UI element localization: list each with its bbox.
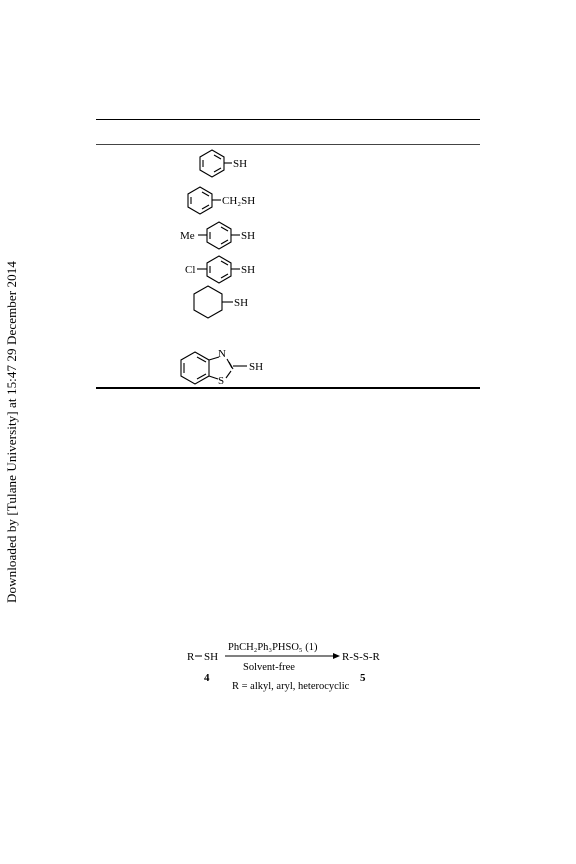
download-watermark: Downloaded by [Tulane University] at 15:47 29 December 2014 [4, 261, 19, 603]
scheme-reactant-group: SH [204, 651, 219, 663]
row5-substituent: SH [234, 297, 249, 309]
row6-heteroatom-s: S [218, 375, 225, 387]
row3-prefix: Me [180, 230, 195, 242]
structure-thiophenol [200, 150, 232, 177]
row4-prefix: Cl [185, 264, 196, 276]
row1-substituent: SH [233, 158, 248, 170]
scheme-product-number: 5 [360, 672, 366, 684]
row3-substituent: SH [241, 230, 256, 242]
scheme-note: R = alkyl, aryl, heterocyclic [232, 681, 350, 692]
scheme-arrow-head [333, 653, 340, 659]
scheme-reactant-number: 4 [204, 672, 210, 684]
scheme-reactant: R [187, 651, 195, 663]
structure-benzyl-mercaptan [188, 187, 221, 214]
scheme-product: R-S-S-R [342, 651, 380, 663]
row2-substituent: CH₂SH [222, 195, 256, 207]
row4-substituent: SH [241, 264, 256, 276]
row6-substituent: SH [249, 361, 264, 373]
structure-cyclohexanethiol [194, 286, 233, 318]
thiol-structures-table [0, 0, 576, 400]
scheme-condition: Solvent-free [243, 662, 295, 673]
structure-4-chlorothiophenol [197, 256, 240, 283]
scheme-reagent: PhCH₂Ph₃PHSO₅ (1) [228, 642, 318, 653]
reaction-scheme [0, 630, 576, 710]
row6-heteroatom-n: N [218, 348, 226, 360]
structure-2-mercaptobenzothiazole [181, 352, 247, 384]
structure-4-methylthiophenol [198, 222, 240, 249]
